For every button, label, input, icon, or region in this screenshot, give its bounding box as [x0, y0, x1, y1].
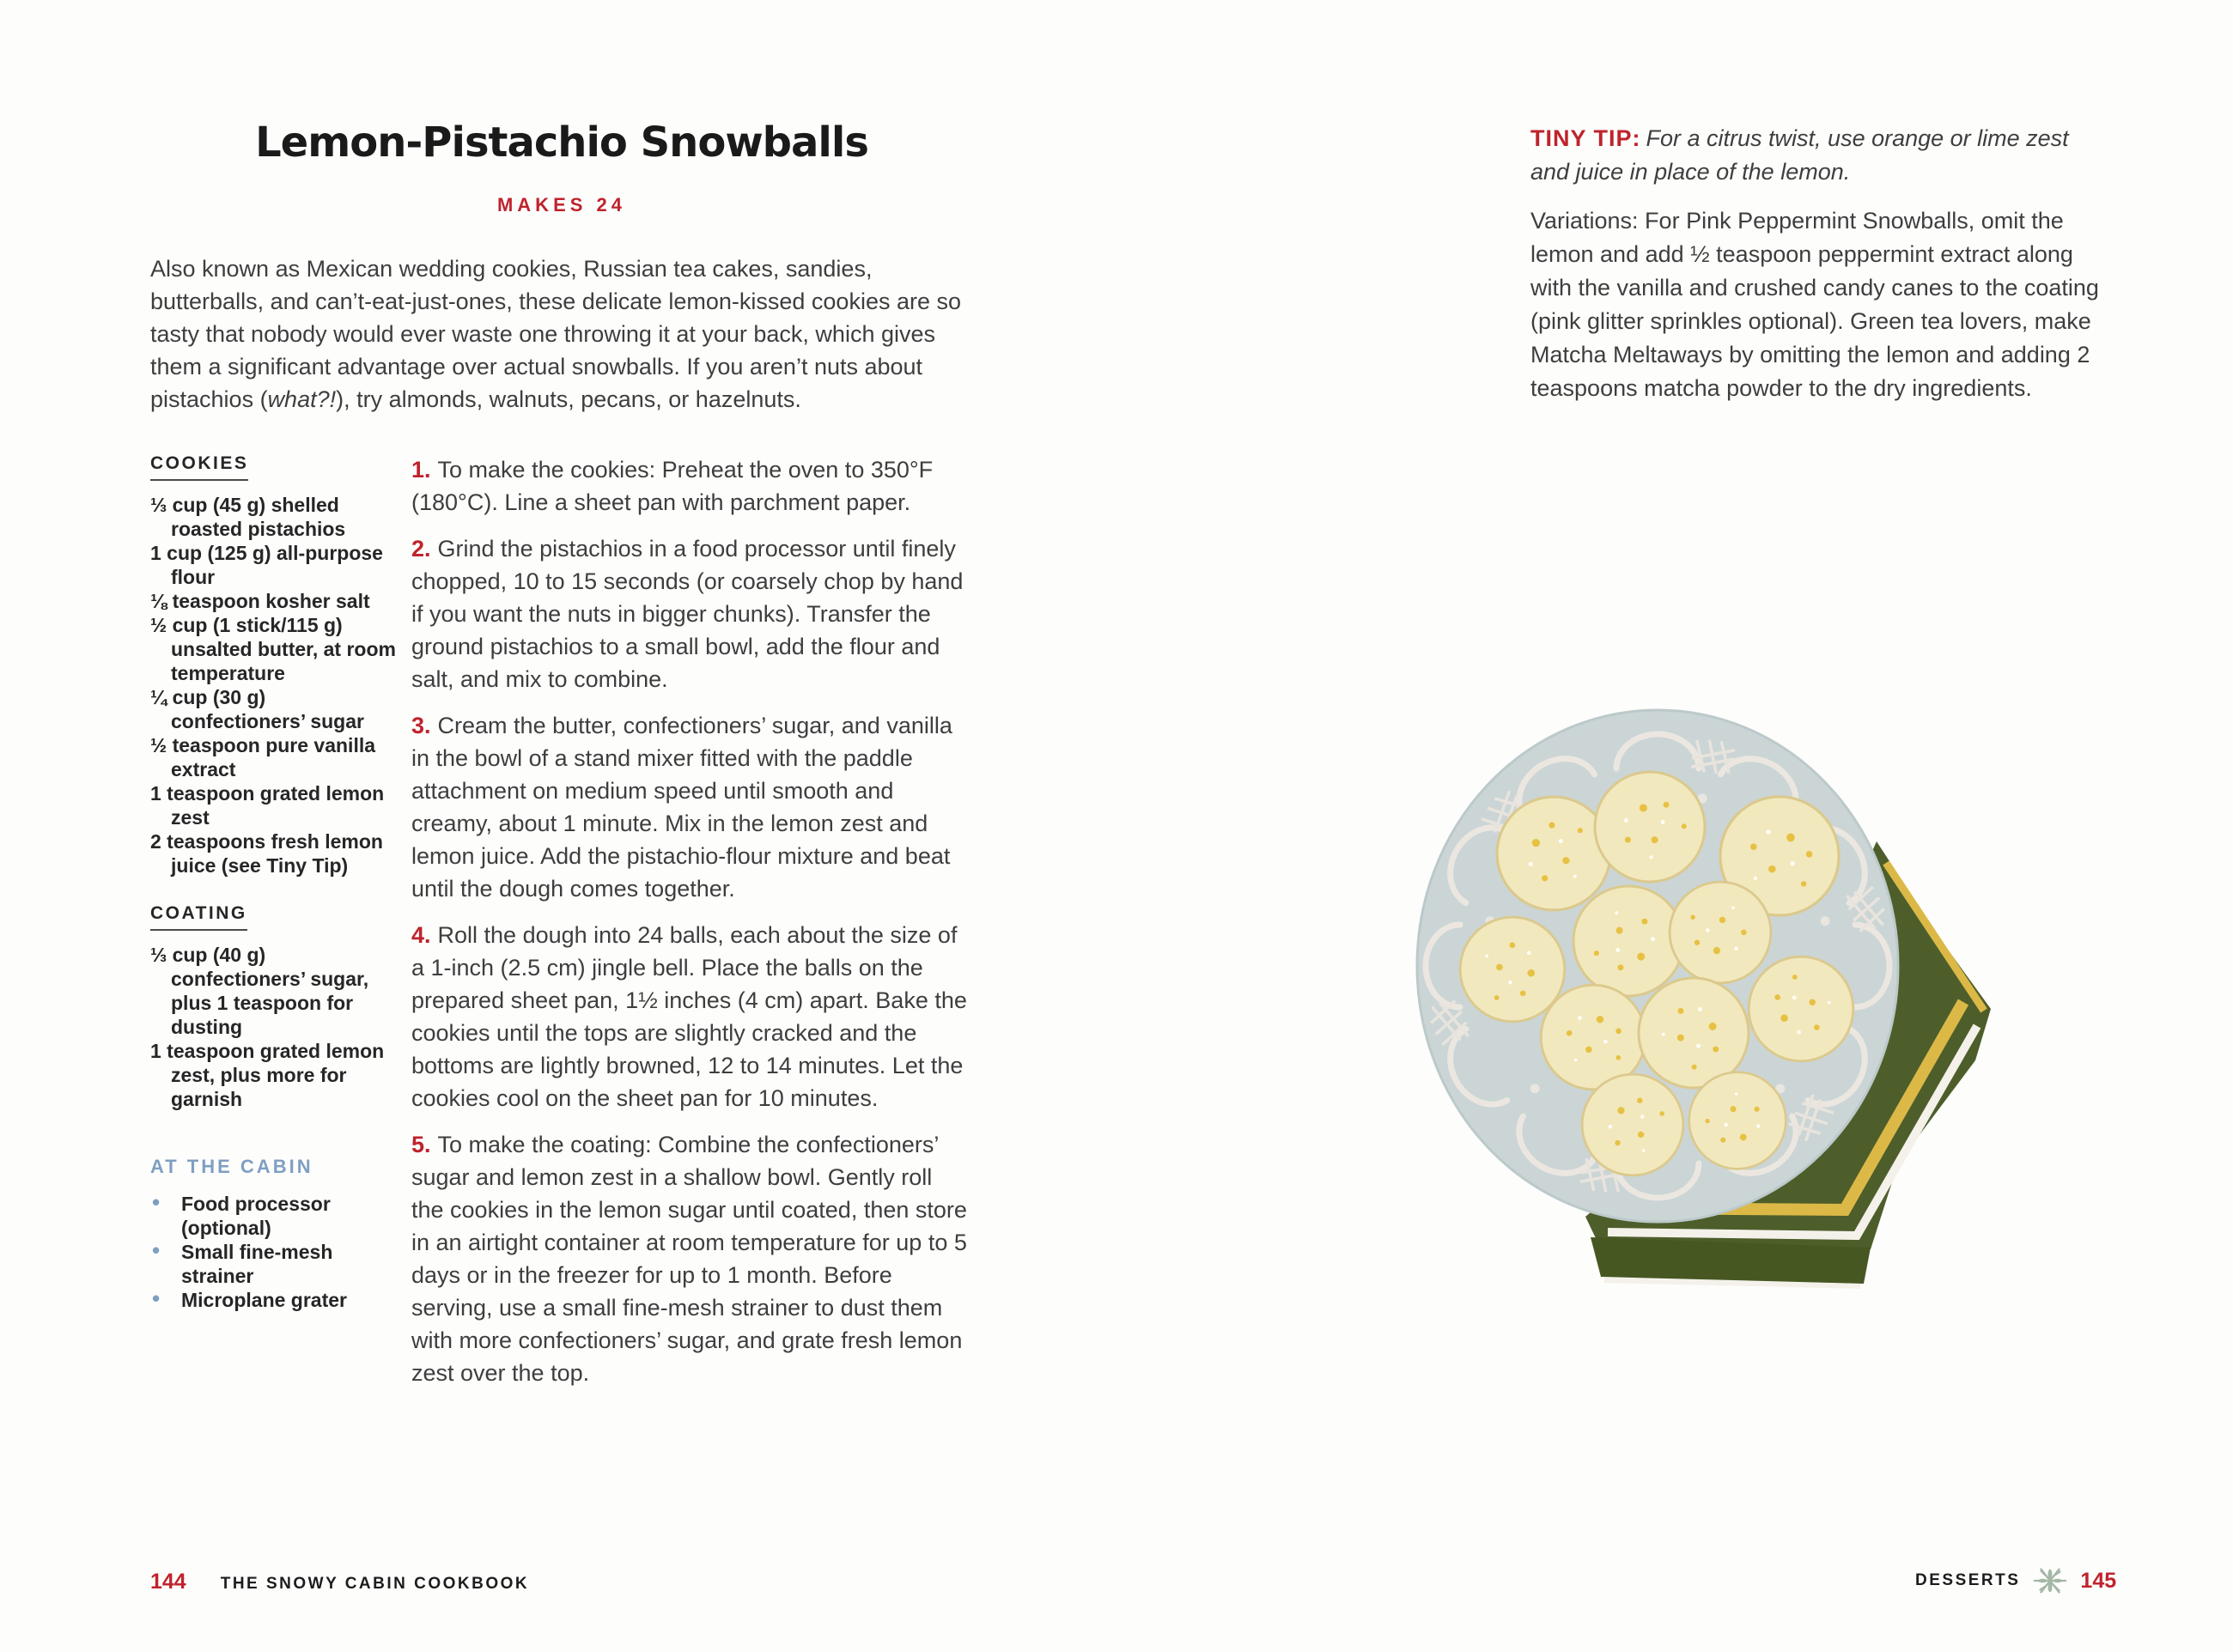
bullet-icon: • [152, 1285, 161, 1311]
ingredient-item: 1 cup (125 g) all-purpose flour [150, 542, 383, 588]
steps-column [411, 453, 968, 1403]
cookies-section [150, 453, 398, 878]
ingredient-item: ⅓ cup (45 g) shelled roasted pistachios [150, 494, 346, 540]
equipment-item [150, 1285, 398, 1312]
step-number: 1. [411, 457, 431, 483]
step-text: Grind the pistachios in a food processor until finely chopped, 10 to 15 seconds (or coarsely chop by hand if you want the nuts in bigger chunks). Transfer the ground pistachios to a small bowl, add the flour and salt, and mix to combine. [411, 536, 964, 692]
equipment-label: Small fine-mesh strainer [181, 1241, 333, 1287]
snowflake-icon [2030, 1563, 2070, 1599]
step-text: Cream the butter, confectioners’ sugar, and vanilla in the bowl of a stand mixer fitted with the paddle attachment on medium speed until smooth and creamy, about 1 minute. Mix in the lemon zest and lemon juice. Add the pistachio-flour mixture and beat until the dough comes together. [411, 713, 952, 902]
step-number: 4. [411, 922, 431, 948]
equipment-label: Food processor (optional) [181, 1193, 331, 1239]
book-title: THE SNOWY CABIN COOKBOOK [220, 1575, 530, 1593]
recipe-step [411, 453, 968, 519]
recipe-step [411, 532, 968, 695]
equipment-item [150, 1237, 398, 1288]
at-the-cabin-section [150, 1156, 398, 1312]
variations-paragraph: Variations: For Pink Peppermint Snowballs, omit the lemon and add ½ teaspoon peppermint extract along with the vanilla and crushed candy canes to the coating (pink glitter sprinkles optional). Green tea lovers, make Matcha Meltaways by omitting the lemon and adding 2 teaspoons matcha powder to the dry ingredients. [1530, 208, 2099, 401]
recipe-title: Lemon-Pistachio Snowballs [255, 118, 868, 167]
ingredient-item: 1 teaspoon grated lemon zest [150, 782, 385, 829]
yield-label: MAKES 24 [496, 194, 627, 216]
page-number: 144 [150, 1570, 186, 1594]
equipment-item [150, 1189, 398, 1240]
ingredient-item: ⅓ cup (40 g) confectioners’ sugar, plus 1 teaspoon for dusting [150, 944, 369, 1038]
bullet-icon: • [152, 1189, 161, 1215]
ingredient-item: ⅛ teaspoon kosher salt [150, 590, 370, 612]
tiny-tip-label: TINY TIP: [1530, 125, 1641, 151]
ingredient-item: 1 teaspoon grated lemon zest, plus more for garnish [150, 1040, 385, 1110]
tiny-tip-text: For a citrus twist, use orange or lime zest and juice in place of the lemon. [1530, 125, 2069, 185]
cookie-plate-illustration [1374, 683, 2027, 1305]
equipment-label: Microplane grater [181, 1289, 347, 1311]
at-the-cabin-header: AT THE CABIN [150, 1156, 313, 1177]
ingredient-item: ½ teaspoon pure vanilla extract [150, 734, 376, 780]
coating-section [150, 903, 398, 1111]
recipe-step [411, 1128, 968, 1389]
recipe-step [411, 709, 968, 905]
cookies-section-header: COOKIES [150, 453, 248, 481]
step-text: Roll the dough into 24 balls, each about the size of a 1-inch (2.5 cm) jingle bell. Place the balls on the prepared sheet pan, 1½ inches (4 cm) apart. Bake the cookies until the tops are slightly cracked and the bottoms are lightly browned, 12 to 14 minutes. Let the cookies cool on the sheet pan for 10 minutes. [411, 922, 967, 1111]
intro-text: Also known as Mexican wedding cookies, Russian tea cakes, sandies, butterballs, and can’t-eat-just-ones, these delicate lemon-kissed cookies are so tasty that nobody would ever waste one throwing it at your back, which gives them a significant advantage over actual snowballs. If you aren’t nuts about pistachios ( [150, 256, 961, 412]
right-page-footer [1915, 1563, 2116, 1599]
recipe-intro [150, 252, 964, 416]
coating-section-header: COATING [150, 903, 247, 931]
left-page-footer [150, 1570, 529, 1594]
step-text: To make the cookies: Preheat the oven to 350°F (180°C). Line a sheet pan with parchment paper. [411, 457, 934, 515]
bullet-icon: • [152, 1237, 161, 1263]
ingredient-item: 2 teaspoons fresh lemon juice (see Tiny Tip) [150, 830, 383, 877]
page-number: 145 [2080, 1568, 2117, 1593]
intro-text-end: ), try almonds, walnuts, pecans, or hazelnuts. [336, 386, 801, 412]
step-text: To make the coating: Combine the confectioners’ sugar and lemon zest in a shallow bowl. Gently roll the cookies in the lemon sugar until coated, then store in an airtight container at room temperature for up to 5 days or in the freezer for up to 1 month. Before serving, use a small fine-mesh strainer to dust them with more confectioners’ sugar, and grate fresh lemon zest over the top. [411, 1132, 967, 1386]
ingredient-item: ¼ cup (30 g) confectioners’ sugar [150, 686, 364, 732]
tiny-tip [1530, 122, 2108, 189]
step-number: 5. [411, 1132, 431, 1157]
tip-block [1530, 122, 2108, 405]
ingredient-item: ½ cup (1 stick/115 g) unsalted butter, at room temperature [150, 614, 396, 684]
section-label: DESSERTS [1915, 1571, 2021, 1589]
step-number: 3. [411, 713, 431, 738]
recipe-step [411, 919, 968, 1114]
intro-italic-text: what?! [267, 386, 337, 412]
step-number: 2. [411, 536, 431, 562]
ingredients-column [150, 453, 398, 1312]
